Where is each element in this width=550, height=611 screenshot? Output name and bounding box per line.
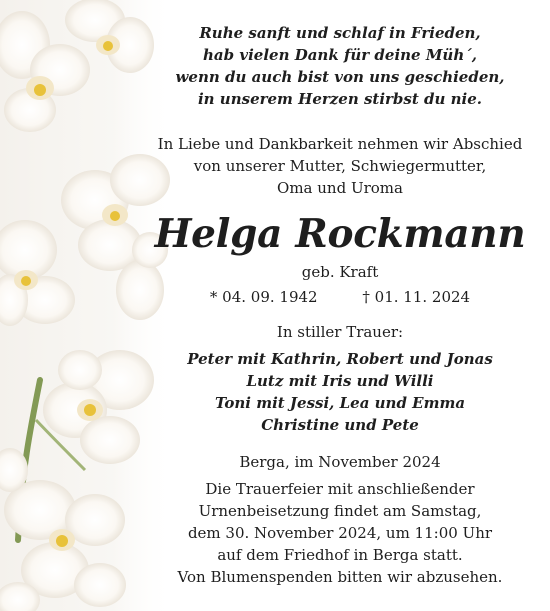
poem-line: wenn du auch bist von uns geschieden, xyxy=(175,68,505,86)
intro-line: Oma und Uroma xyxy=(277,179,403,197)
notice-line: Urnenbeisetzung findet am Samstag, xyxy=(198,502,482,520)
notice-line: Die Trauerfeier mit anschließender xyxy=(205,480,475,498)
intro-line: In Liebe und Dankbarkeit nehmen wir Abschied xyxy=(157,135,523,153)
notice-line: Von Blumenspenden bitten wir abzusehen. xyxy=(177,568,503,586)
death-date: † 01. 11. 2024 xyxy=(362,288,471,306)
deceased-name: Helga Rockmann xyxy=(154,211,526,257)
notice-line: auf dem Friedhof in Berga statt. xyxy=(217,546,463,564)
farewell-intro xyxy=(130,133,550,199)
poem-line: hab vielen Dank für deine Müh´, xyxy=(203,46,477,64)
mourners-list xyxy=(130,348,550,436)
poem-line: in unserem Herzen stirbst du nie. xyxy=(197,90,483,108)
mourner-line: Lutz mit Iris und Willi xyxy=(246,372,434,390)
birth-name: geb. Kraft xyxy=(301,263,379,281)
mourning-label: In stiller Trauer: xyxy=(276,323,404,341)
obituary-text xyxy=(130,0,550,611)
memorial-poem xyxy=(130,22,550,110)
funeral-notice xyxy=(130,478,550,588)
life-dates xyxy=(130,287,550,307)
birth-date: * 04. 09. 1942 xyxy=(209,288,318,306)
poem-line: Ruhe sanft und schlaf in Frieden, xyxy=(199,24,481,42)
place-and-date: Berga, im November 2024 xyxy=(239,453,441,471)
mourner-line: Peter mit Kathrin, Robert und Jonas xyxy=(187,350,493,368)
mourner-line: Christine und Pete xyxy=(261,416,419,434)
intro-line: von unserer Mutter, Schwiegermutter, xyxy=(193,157,487,175)
notice-line: dem 30. November 2024, um 11:00 Uhr xyxy=(187,524,493,542)
mourner-line: Toni mit Jessi, Lea und Emma xyxy=(214,394,466,412)
